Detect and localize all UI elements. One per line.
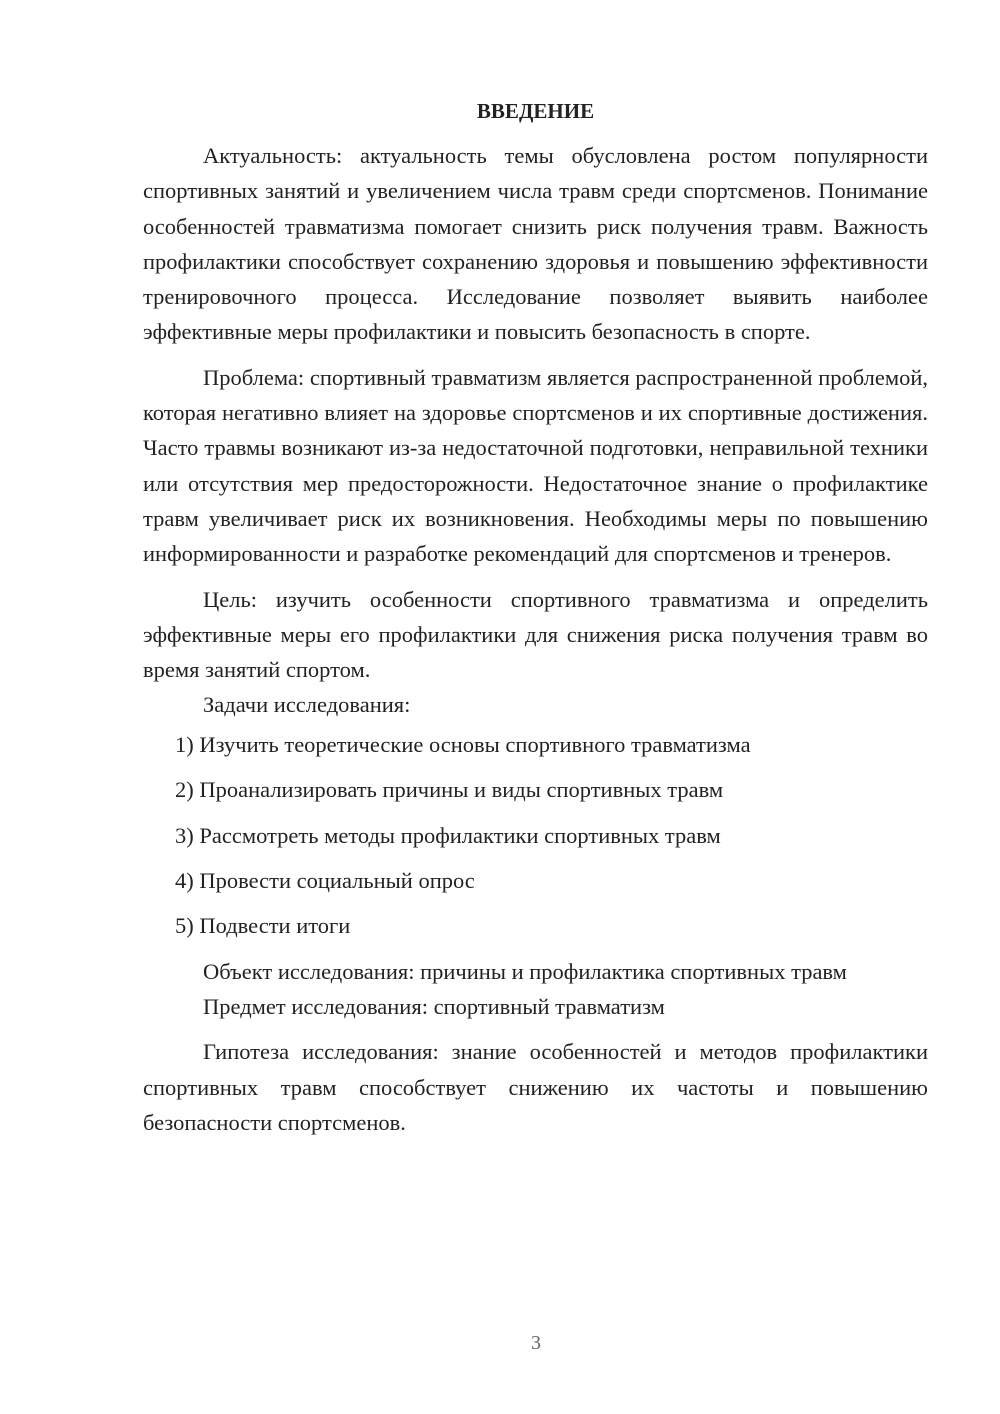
page-number: 3: [531, 1332, 541, 1354]
task-item: 5) Подвести итоги: [175, 913, 351, 939]
tasks-list: [143, 727, 928, 944]
tasks-heading: Задачи исследования:: [203, 692, 411, 718]
goal-paragraph: Цель: изучить особенности спортивного травматизма и определить эффективные меры его профилактики для снижения риска получения травм во время занятий спортом.: [143, 586, 928, 683]
task-item: 2) Проанализировать причины и виды спортивных травм: [175, 777, 724, 803]
relevance-paragraph: Актуальность: актуальность темы обусловлена ростом популярности спортивных занятий и увеличением числа травм среди спортсменов. Понимание особенностей травматизма помогает снизить риск получения травм. Важность профилактики способствует сохранению здоровья и повышению эффективности тренировочного процесса. Исследование позволяет выявить наиболее эффективные меры профилактики и повысить безопасность в спорте.: [143, 143, 928, 345]
task-item: 3) Рассмотреть методы профилактики спортивных травм: [175, 822, 721, 848]
object-statement: Объект исследования: причины и профилактика спортивных травм: [203, 958, 847, 984]
page-content: [143, 95, 928, 1140]
subject-statement: Предмет исследования: спортивный травматизм: [203, 994, 665, 1019]
hypothesis-paragraph: Гипотеза исследования: знание особенностей и методов профилактики спортивных травм способствует снижению их частоты и повышению безопасности спортсменов.: [143, 1039, 928, 1135]
problem-paragraph: Проблема: спортивный травматизм является распространенной проблемой, которая негативно влияет на здоровье спортсменов и их спортивные достижения. Часто травмы возникают из-за недостаточной подготовки, неправильной техники или отсутствия мер предосторожности. Недостаточное знание о профилактике травм увеличивает риск их возникновения. Необходимы меры по повышению информированности и разработке рекомендаций для спортсменов и тренеров.: [143, 364, 928, 567]
section-title: ВВЕДЕНИЕ: [476, 99, 595, 123]
task-item: 4) Провести социальный опрос: [175, 867, 475, 893]
task-item: 1) Изучить теоретические основы спортивного травматизма: [175, 731, 751, 757]
